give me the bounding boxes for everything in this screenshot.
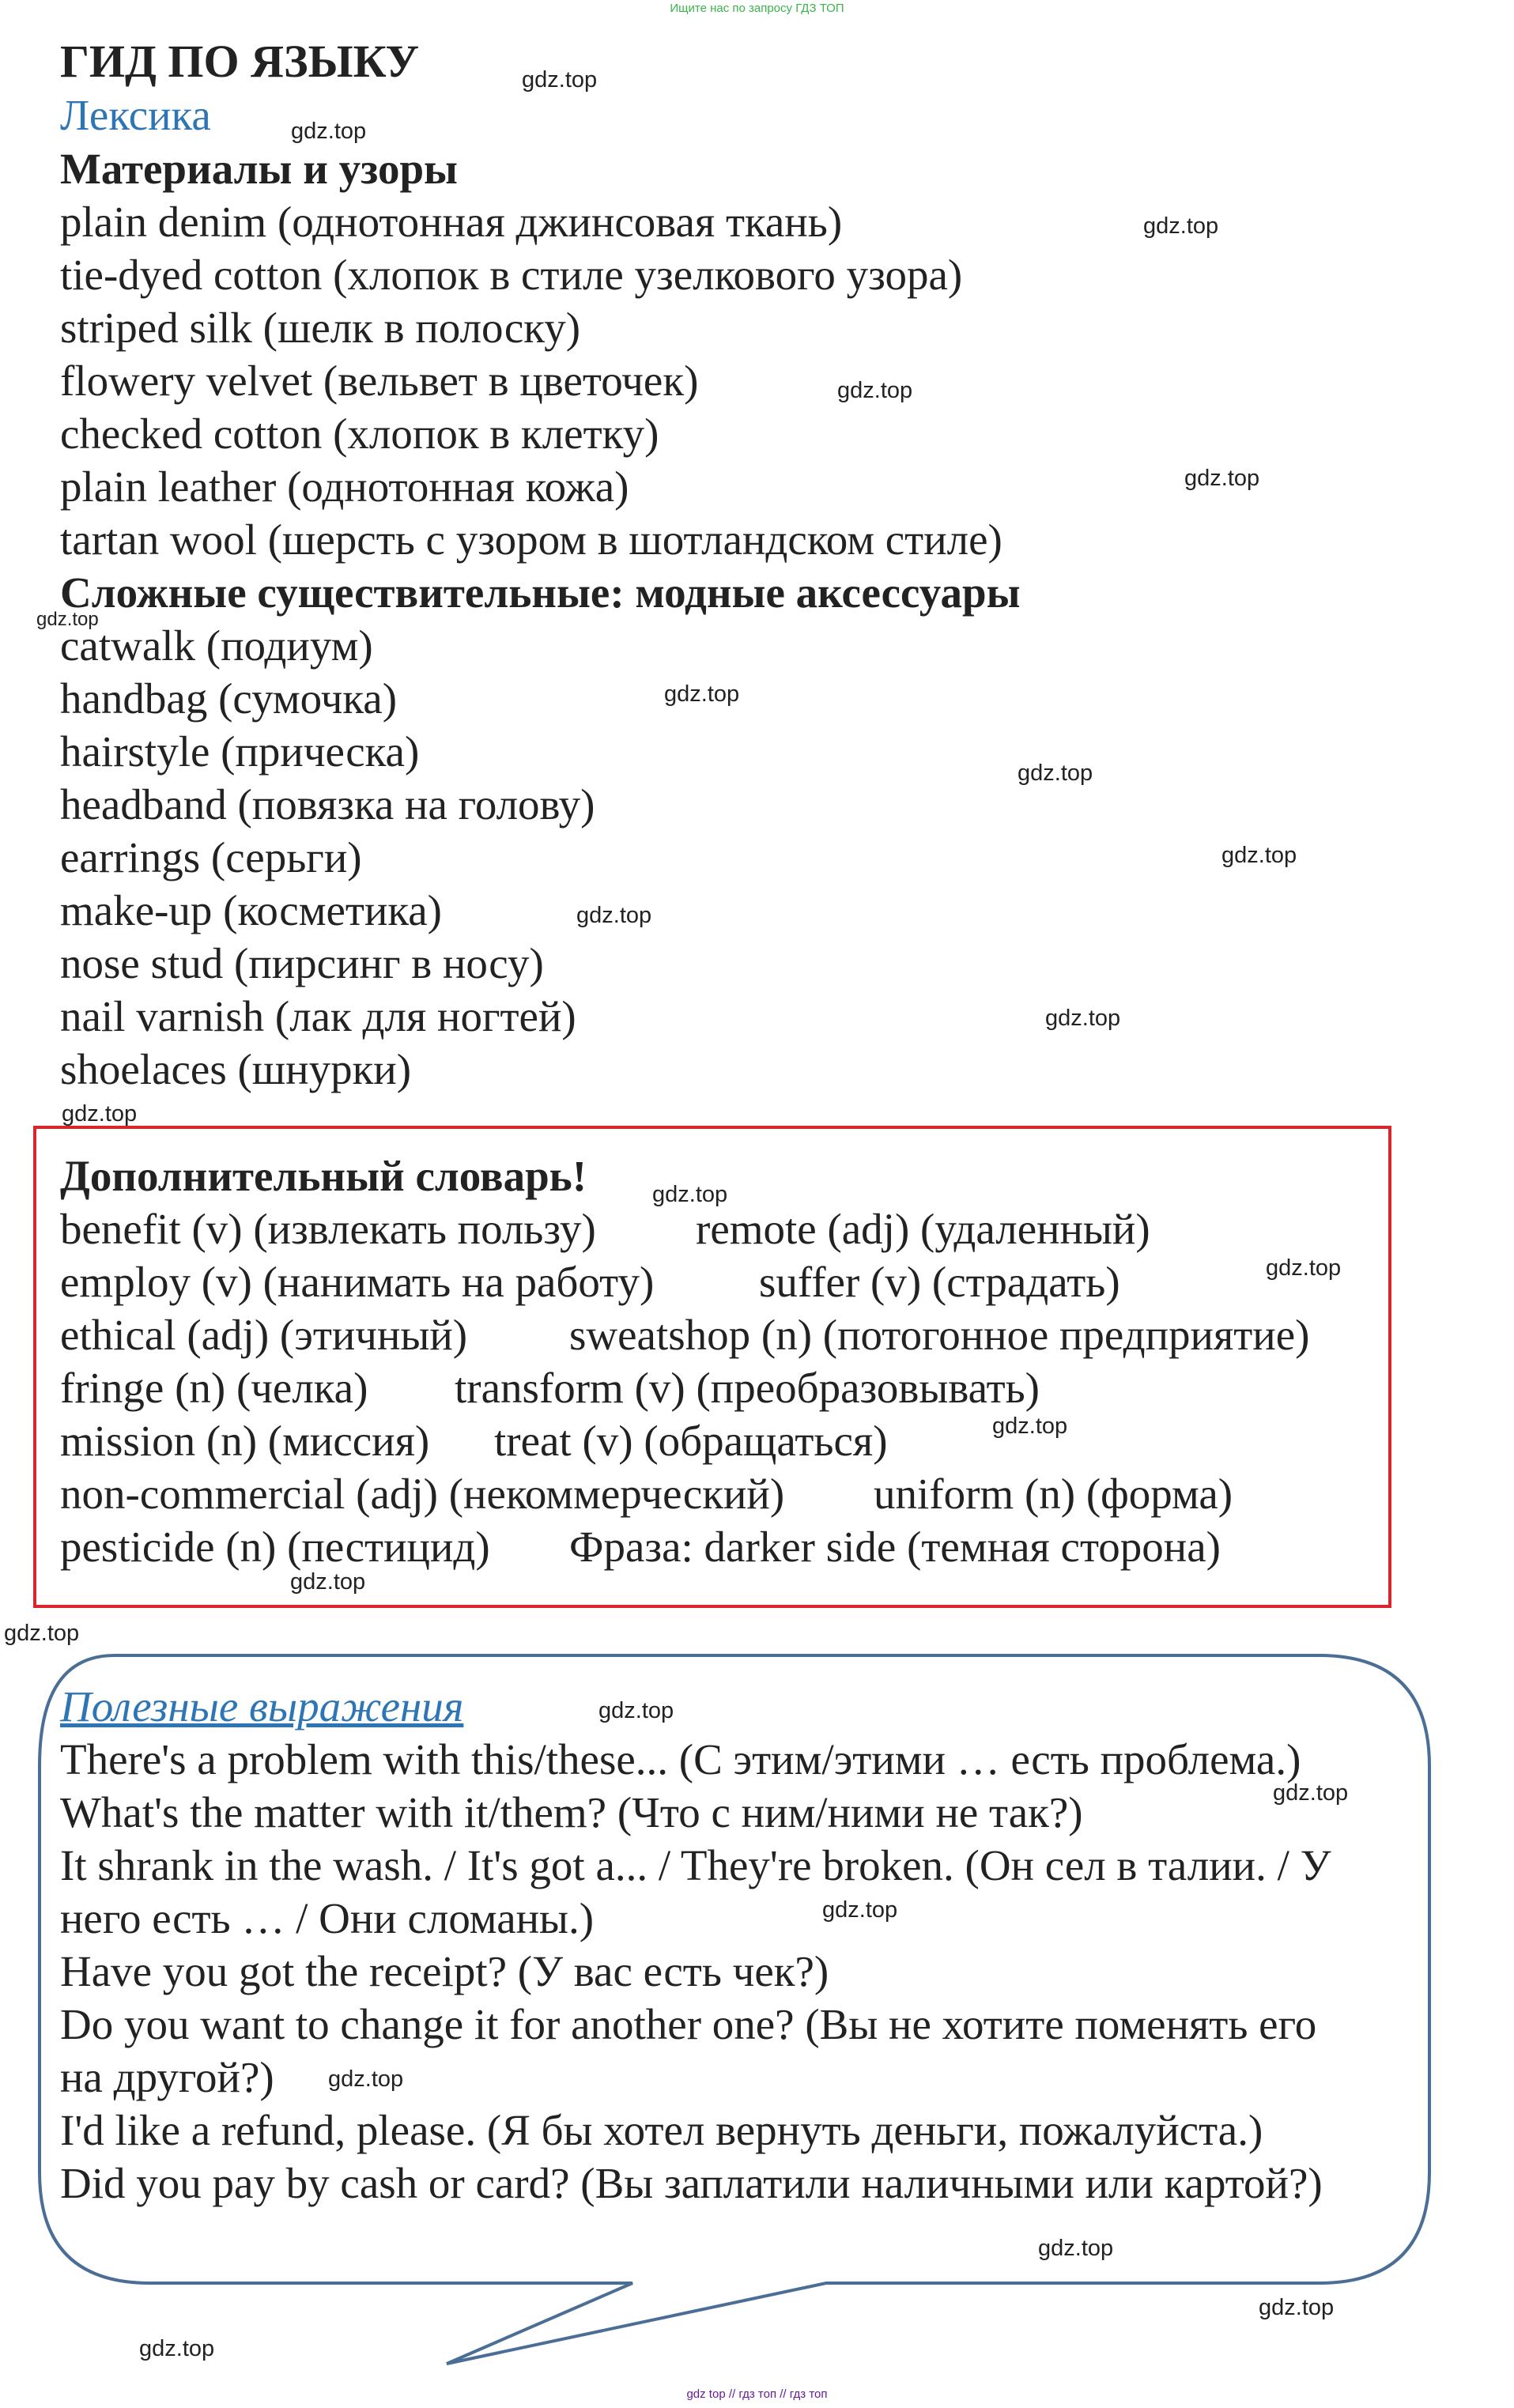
watermark: gdz.top [1045, 1006, 1121, 1031]
watermark: gdz.top [1184, 466, 1260, 491]
nouns-item: shoelaces (шнурки) [60, 1045, 412, 1093]
bottom-banner: gdz top // гдз топ // гдз топ [686, 2387, 828, 2401]
top-banner: Ищите нас по запросу ГДЗ ТОП [670, 2, 844, 15]
watermark: gdz.top [598, 1698, 674, 1723]
nouns-item: hairstyle (прическа) [60, 727, 420, 776]
materials-item: plain denim (однотонная джинсовая ткань) [60, 198, 843, 246]
extra-word-left: mission (n) (миссия) [60, 1417, 430, 1465]
watermark: gdz.top [36, 609, 99, 630]
extra-word-left: benefit (v) (извлекать пользу) [60, 1205, 596, 1253]
guide-title: ГИД ПО ЯЗЫКУ [60, 36, 420, 87]
useful-line: It shrank in the wash. / It's got a... / They're broken. (Он сел в талии. / У [60, 1841, 1331, 1889]
nouns-item: make-up (косметика) [60, 886, 442, 934]
extra-word-left: fringe (n) (челка) [60, 1364, 368, 1412]
useful-heading: Полезные выражения [60, 1682, 464, 1731]
watermark: gdz.top [1221, 843, 1297, 868]
nouns-item: handbag (сумочка) [60, 674, 398, 723]
extra-word-right: treat (v) (обращаться) [494, 1417, 888, 1465]
nouns-item: earrings (серьги) [60, 833, 362, 881]
extra-word-left: pesticide (n) (пестицид) [60, 1523, 490, 1571]
watermark: gdz.top [139, 2336, 215, 2361]
watermark: gdz.top [1038, 2236, 1114, 2261]
nouns-item: nail varnish (лак для ногтей) [60, 992, 576, 1040]
materials-heading: Материалы и узоры [60, 145, 458, 193]
watermark: gdz.top [1266, 1255, 1342, 1281]
materials-item: flowery velvet (вельвет в цветочек) [60, 357, 699, 405]
watermark: gdz.top [822, 1897, 898, 1923]
extra-word-right: uniform (n) (форма) [874, 1470, 1233, 1518]
extra-word-right: remote (adj) (удаленный) [696, 1205, 1150, 1253]
watermark: gdz.top [576, 903, 652, 928]
watermark: gdz.top [1273, 1780, 1349, 1806]
watermark: gdz.top [992, 1413, 1068, 1439]
nouns-item: nose stud (пирсинг в носу) [60, 939, 544, 987]
watermark: gdz.top [837, 378, 913, 403]
materials-item: plain leather (однотонная кожа) [60, 462, 629, 511]
watermark: gdz.top [4, 1621, 80, 1646]
extra-word-left: employ (v) (нанимать на работу) [60, 1258, 655, 1306]
extra-heading: Дополнительный словарь! [60, 1152, 587, 1200]
extra-word-left: ethical (adj) (этичный) [60, 1311, 468, 1359]
extra-word-right: Фраза: darker side (темная сторона) [569, 1523, 1221, 1571]
useful-line: I'd like a refund, please. (Я бы хотел вернуть деньги, пожалуйста.) [60, 2106, 1263, 2154]
materials-item: tartan wool (шерсть с узором в шотландском стиле) [60, 515, 1002, 564]
useful-line: него есть … / Они сломаны.) [60, 1894, 595, 1942]
watermark: gdz.top [1018, 761, 1093, 786]
watermark: gdz.top [664, 681, 740, 707]
useful-line: Did you pay by cash or card? (Вы заплатили наличными или картой?) [60, 2159, 1323, 2207]
useful-line: There's a problem with this/these... (С этим/этими … есть проблема.) [60, 1735, 1301, 1783]
nouns-item: headband (повязка на голову) [60, 780, 595, 828]
watermark: gdz.top [1143, 213, 1219, 239]
nouns-item: catwalk (подиум) [60, 621, 373, 670]
watermark: gdz.top [652, 1182, 728, 1207]
guide-subtitle: Лексика [60, 91, 211, 139]
useful-line: Do you want to change it for another one? (Вы не хотите поменять его [60, 2000, 1317, 2048]
materials-item: tie-dyed cotton (хлопок в стиле узелкового узора) [60, 251, 963, 299]
useful-line: на другой?) [60, 2053, 274, 2101]
watermark: gdz.top [290, 1569, 366, 1595]
extra-word-right: transform (v) (преобразовывать) [455, 1364, 1040, 1412]
watermark: gdz.top [522, 67, 598, 92]
watermark: gdz.top [328, 2066, 404, 2092]
useful-line: Have you got the receipt? (У вас есть чек?) [60, 1947, 829, 1995]
useful-line: What's the matter with it/them? (Что с ним/ними не так?) [60, 1788, 1083, 1836]
watermark: gdz.top [1259, 2295, 1335, 2320]
watermark: gdz.top [291, 119, 367, 144]
extra-word-right: suffer (v) (страдать) [759, 1258, 1120, 1306]
materials-item: striped silk (шелк в полоску) [60, 304, 581, 352]
nouns-heading: Сложные существительные: модные аксессуары [60, 568, 1021, 617]
watermark: gdz.top [62, 1101, 138, 1127]
extra-word-right: sweatshop (n) (потогонное предприятие) [569, 1311, 1310, 1359]
materials-item: checked cotton (хлопок в клетку) [60, 410, 659, 458]
extra-word-left: non-commercial (adj) (некоммерческий) [60, 1470, 785, 1518]
